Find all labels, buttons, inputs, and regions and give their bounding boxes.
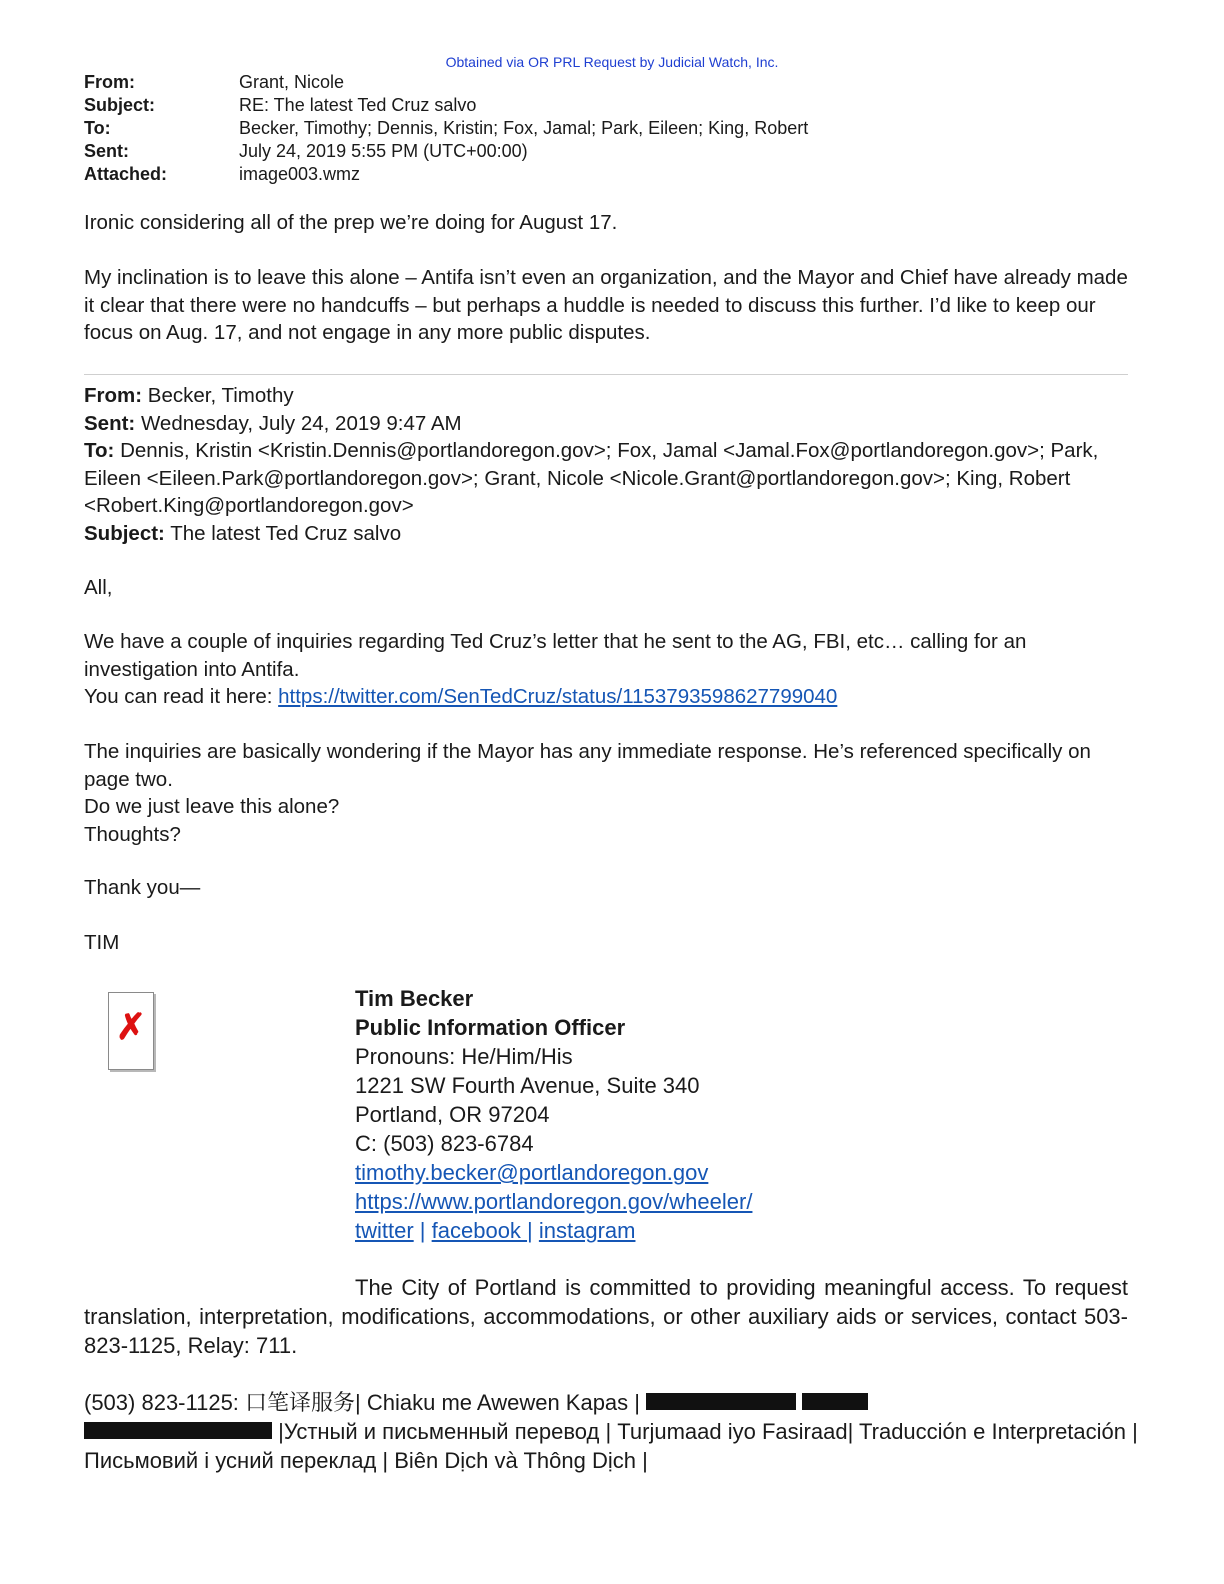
sig-title: Public Information Officer	[355, 1015, 626, 1040]
orig-sent-label: Sent:	[84, 411, 136, 435]
watermark: Obtained via OR PRL Request by Judicial Watch, Inc.	[445, 54, 779, 70]
original-header	[84, 382, 1134, 547]
orig-subject-label: Subject:	[84, 521, 165, 545]
broken-image-icon: ✗	[108, 992, 154, 1070]
sig-pronouns: Pronouns: He/Him/His	[355, 1044, 573, 1069]
greeting: All,	[84, 576, 113, 599]
subject-label: Subject:	[84, 95, 156, 115]
sig-phone: C: (503) 823-6784	[355, 1131, 534, 1156]
attached-label: Attached:	[84, 164, 168, 184]
sig-social-separator-2: |	[527, 1218, 539, 1243]
link-prefix: You can read it here:	[84, 685, 279, 708]
sign-off: Thank you—	[84, 876, 201, 899]
sig-address-1: 1221 SW Fourth Avenue, Suite 340	[355, 1073, 700, 1098]
sig-email-link[interactable]: timothy.becker@portlandoregon.gov	[355, 1160, 709, 1185]
email-header	[84, 71, 808, 186]
sig-address-2: Portland, OR 97204	[355, 1102, 550, 1127]
sig-website-link[interactable]: https://www.portlandoregon.gov/wheeler/	[355, 1189, 753, 1214]
orig-from-label: From:	[84, 384, 143, 407]
from-value: Grant, Nicole	[239, 72, 345, 92]
body-p1-text: We have a couple of inquiries regarding Ted Cruz’s letter that he sent to the AG, FBI, etc… calling for an investigation into Antifa.	[84, 630, 1027, 681]
sent-label: Sent:	[84, 141, 129, 161]
body-paragraph-2	[84, 738, 1134, 848]
redaction-bar	[802, 1393, 868, 1410]
orig-subject-value: The latest Ted Cruz salvo	[170, 521, 402, 545]
language-services-part-1: (503) 823-1125: 口笔译服务| Chiaku me Awewen Kapas |	[84, 1390, 640, 1415]
signature-block	[355, 984, 752, 1245]
orig-sent-value: Wednesday, July 24, 2019 9:47 AM	[140, 411, 462, 435]
from-label: From:	[84, 72, 135, 92]
sig-name: Tim Becker	[355, 986, 474, 1011]
reply-paragraph-2: My inclination is to leave this alone – Antifa isn’t even an organization, and the Mayor and Chief have already made it clear that there were no handcuffs – but perhaps a huddle is needed to discuss this further. I’d like to keep our focus on Aug. 17, and not engage in any more public disputes.	[84, 266, 1128, 344]
attached-value[interactable]: image003.wmz	[239, 164, 361, 184]
twitter-status-link[interactable]: https://twitter.com/SenTedCruz/status/1153793598627799040	[278, 685, 838, 708]
orig-to-label: To:	[84, 439, 115, 462]
sig-facebook-link[interactable]: facebook	[431, 1218, 528, 1243]
body-paragraph-1	[84, 628, 1134, 711]
body-p2c: Thoughts?	[84, 822, 181, 846]
sent-value: July 24, 2019 5:55 PM (UTC+00:00)	[239, 141, 528, 161]
language-services-part-2: |Устный и письменный перевод | Turjumaad iyo Fasiraad| Traducción e Interpretación | Письмовий і усний переклад | Biên Dịch và Thông Dịch |	[84, 1419, 1138, 1473]
orig-to-value: Dennis, Kristin <Kristin.Dennis@portlandoregon.gov>; Fox, Jamal <Jamal.Fox@portlandoregon.gov>; Park, Eileen <Eileen.Park@portlandoregon.gov>; Grant, Nicole <Nicole.Grant@portlandoregon.gov>; King, Robert <Robert.King@portlandoregon.gov>	[84, 439, 1099, 517]
language-services	[84, 1388, 1144, 1475]
body-p2a: The inquiries are basically wondering if the Mayor has any immediate response. He’s referenced specifically on page two.	[84, 740, 1091, 791]
redaction-bar	[84, 1422, 272, 1439]
sig-twitter-link[interactable]: twitter	[355, 1218, 414, 1243]
accessibility-text: The City of Portland is committed to providing meaningful access. To request translation, interpretation, modifications, accommodations, or other auxiliary aids or services, contact 503-823-1125, Relay: 711.	[84, 1275, 1128, 1358]
message-separator	[84, 374, 1128, 375]
sig-social-separator: |	[413, 1218, 432, 1243]
sig-instagram-link[interactable]: instagram	[538, 1218, 636, 1243]
subject-value: RE: The latest Ted Cruz salvo	[239, 95, 477, 115]
to-label: To:	[84, 118, 111, 138]
body-p2b: Do we just leave this alone?	[84, 795, 340, 818]
sender-short-name: TIM	[84, 931, 120, 954]
redaction-bar	[646, 1393, 796, 1410]
to-value: Becker, Timothy; Dennis, Kristin; Fox, Jamal; Park, Eileen; King, Robert	[239, 118, 809, 138]
orig-from-value: Becker, Timothy	[147, 384, 294, 407]
accessibility-statement	[84, 1273, 1128, 1360]
reply-paragraph-1: Ironic considering all of the prep we’re doing for August 17.	[84, 211, 618, 234]
